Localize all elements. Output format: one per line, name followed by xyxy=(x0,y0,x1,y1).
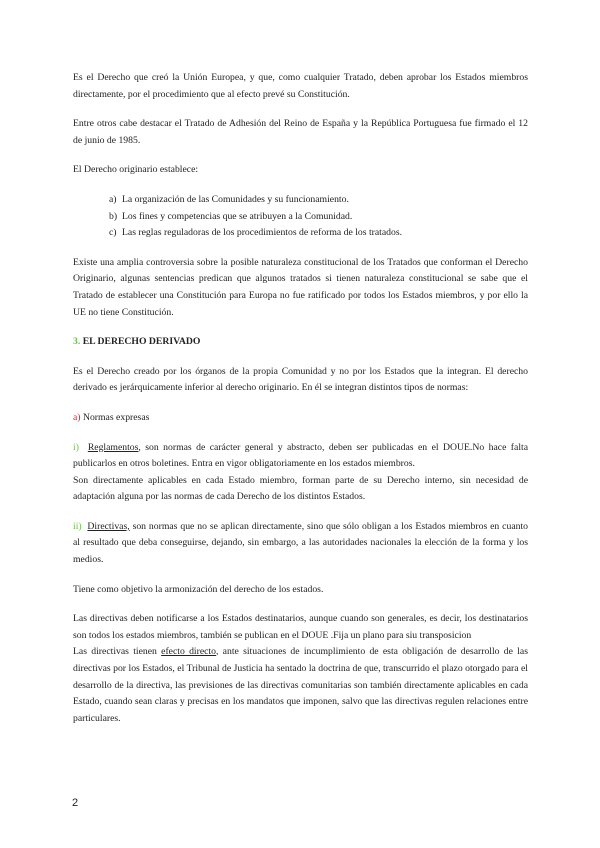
paragraph-efecto: Las directivas tienen efecto directo, ante situaciones de incumplimiento de esta obligación de desarrollo de las directivas por los Estados, el Tribunal de Justicia ha sentado la doctrina de que, transcurrido el plazo otorgado para el desarrollo de la directiva, las previsiones de las directivas comunitarias son también directamente aplicables en cada Estado, cuando sean claras y precisas en los mandatos que imponen, salvo que las directivas regulen relaciones entre particulares. xyxy=(73,646,528,724)
paragraph-directivas: ii) Directivas, son normas que no se aplican directamente, sino que sólo obligan a los Estados miembros en cuanto al resultado que deba conseguirse, dejando, sin embargo, a las autoridades nacionales la elección de la forma y los medios. xyxy=(73,520,528,566)
section-title: EL DERECHO DERIVADO xyxy=(82,336,201,348)
subsection-heading xyxy=(73,410,528,427)
paragraph-adhesion: Entre otros cabe destacar el Tratado de Adhesión del Reino de España y la República Portuguesa fue firmado el 12 de junio de 1985. xyxy=(73,118,528,146)
subsection-title: Normas expresas xyxy=(82,411,150,423)
list-item: b) Los fines y competencias que se atribuyen a la Comunidad. xyxy=(109,210,353,222)
section-number: 3. xyxy=(73,336,81,348)
term-efecto-directo: efecto directo xyxy=(161,646,216,658)
paragraph-establishes: El Derecho originario establece: xyxy=(73,164,199,176)
section-heading xyxy=(73,334,528,351)
paragraph-reglamentos-2: Son directamente aplicables en cada Estado miembro, forman parte de su Derecho interno, sin necesidad de adaptación alguna por las normas de cada Derecho de los distintos Estados. xyxy=(73,474,528,503)
document-page xyxy=(73,70,528,727)
paragraph-reglamentos: i) Reglamentos, son normas de carácter general y abstracto, deben ser publicadas en el DOUE.No hace falta publicarlos en otros boletines. Entra en vigor obligatoriamente en los estados miembros. xyxy=(73,441,529,470)
paragraph-objetivo: Tiene como objetivo la armonización del derecho de los estados. xyxy=(73,583,324,595)
item-marker: i) xyxy=(73,441,79,453)
item-marker: ii) xyxy=(73,520,82,532)
paragraph-controversy: Existe una amplia controversia sobre la posible naturaleza constitucional de los Tratados que conforman el Derecho Originario, algunas sentencias predican que algunos tratados si tienen naturaleza constitucional se sabe que el Tratado de establecer una Constitución para Europa no fue ratificado por todos los Estados miembros, y por ello la UE no tiene Constitución. xyxy=(73,256,528,318)
paragraph-notificar: Las directivas deben notificarse a los Estados destinatarios, aunque cuando son generales, es decir, los destinatarios son todos los estados miembros, también se publican en el DOUE .Fija un plano para siu transposicion xyxy=(73,613,528,641)
subsection-marker: a) xyxy=(73,411,81,423)
establishes-list xyxy=(73,192,528,242)
paragraph-origin: Es el Derecho que creó la Unión Europea, y que, como cualquier Tratado, deben aprobar los Estados miembros directamente, por el procedimiento que al efecto prevé su Constitución. xyxy=(73,72,528,100)
term-directivas: Directivas, xyxy=(87,520,130,532)
page-number: 2 xyxy=(72,797,79,809)
paragraph-derivado-intro: Es el Derecho creado por los órganos de la propia Comunidad y no por los Estados que la integran. El derecho derivado es jerárquicamente inferior al derecho originario. En él se integran distintos tipos de normas: xyxy=(73,365,528,394)
list-item: c) Las reglas reguladoras de los procedimientos de reforma de los tratados. xyxy=(109,227,403,239)
list-item: a) La organización de las Comunidades y su funcionamiento. xyxy=(109,193,349,205)
term-reglamentos: Reglamentos xyxy=(87,441,139,453)
